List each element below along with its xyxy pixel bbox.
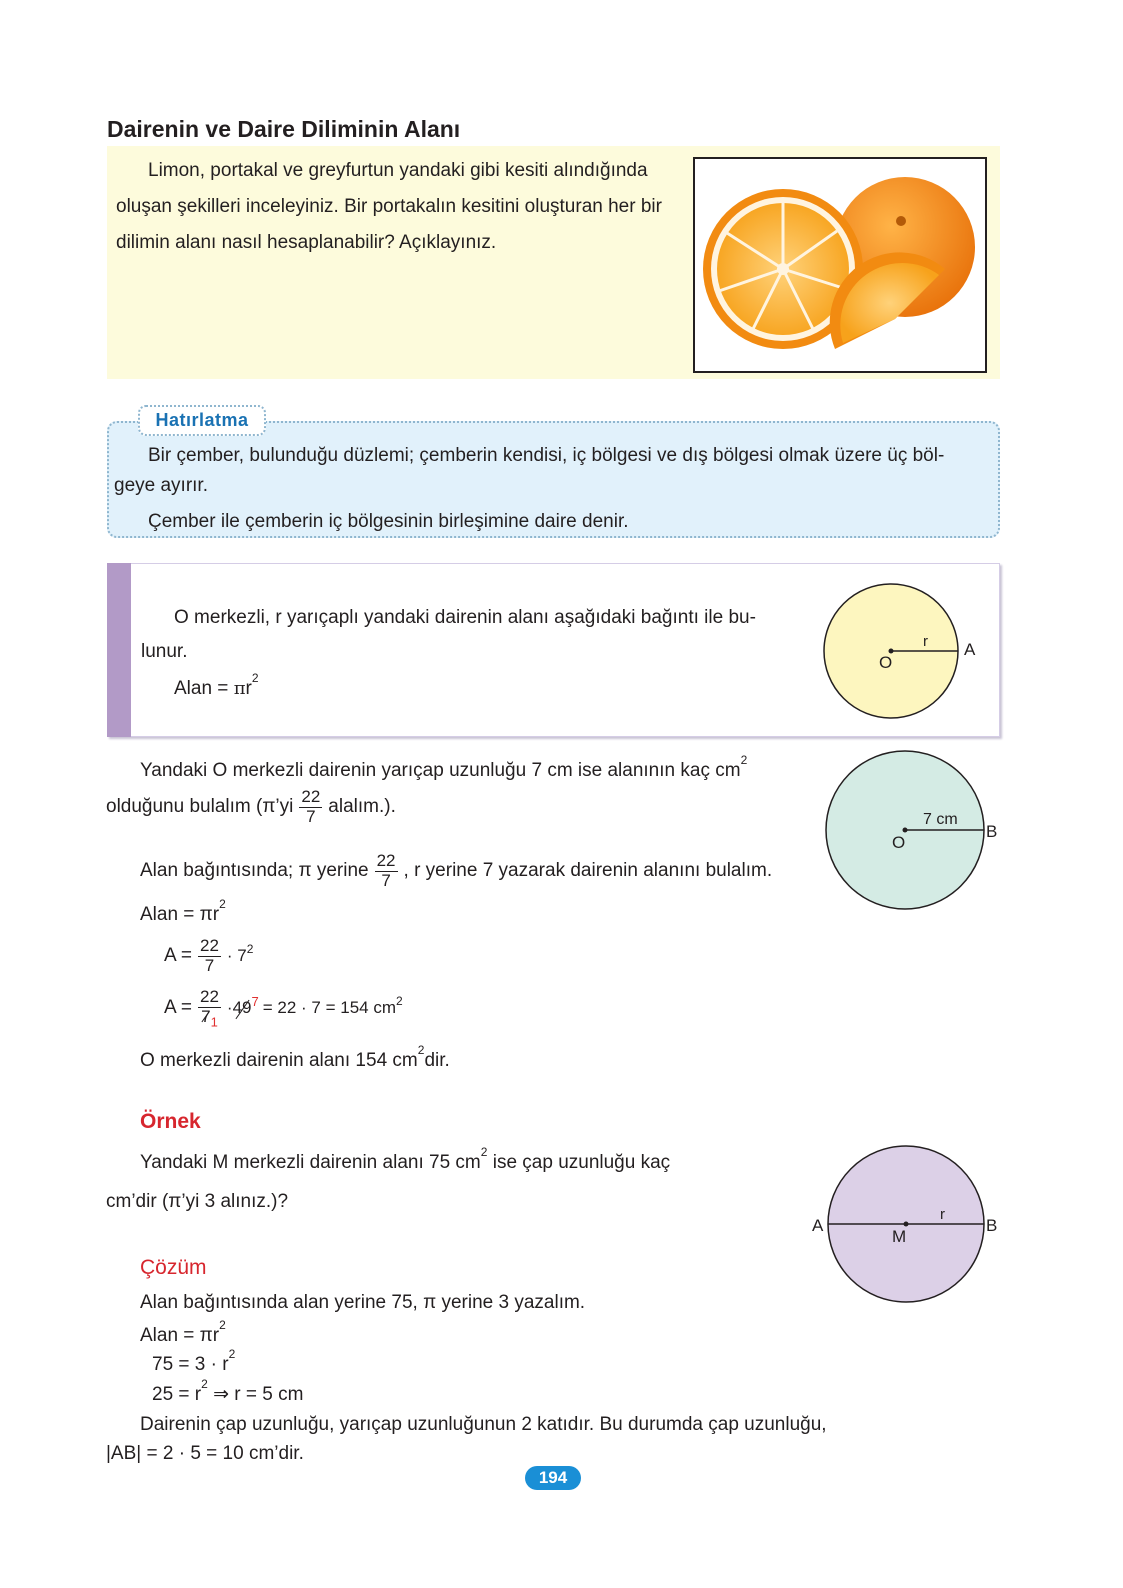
- circle-m-diagram: [808, 1143, 1008, 1308]
- fraction: $\frac{22}{7}$: [376, 851, 396, 890]
- left-point-label: A: [812, 1216, 824, 1235]
- example1-step-1: A = $\frac{22}{7}$ · 7 $^2$: [164, 936, 254, 975]
- page-title: Dairenin ve Daire Diliminin Alanı: [107, 116, 461, 142]
- area-formula: Alan = $\pi r^2$: [174, 671, 259, 699]
- center-label: O: [879, 653, 893, 672]
- example2-line-1: Yandaki M merkezli dairenin alanı 75 $cm^2$ ise çap uzunluğu kaç: [140, 1145, 671, 1173]
- fraction: $\frac{22}{7_1}$: [200, 987, 219, 1030]
- solution-line-5: Dairenin çap uzunluğu, yarıçap uzunluğunun 2 katıdır. Bu durumda çap uzunluğu,: [140, 1414, 827, 1435]
- info-line-1: O merkezli, r yarıçaplı yandaki dairenin alanı aşağıdaki bağıntı ile bu-: [174, 607, 756, 628]
- intro-line-1: Limon, portakal ve greyfurtun yandaki gibi kesiti alındığında: [148, 160, 648, 181]
- orange-photo: [693, 157, 987, 373]
- solution-line-4: $25 = r^2$ ⇒ r = 5 cm: [152, 1377, 304, 1405]
- solution-title: Çözüm: [140, 1256, 207, 1279]
- circle-o-diagram: [815, 575, 995, 725]
- example1-formula: Alan = $\pi r^2$: [140, 897, 226, 925]
- center-point: [903, 828, 908, 833]
- example1-line-2: olduğunu bulalım (π’yi $\frac{22}{7}$ alalım.).: [106, 787, 396, 826]
- fraction: $\frac{22}{7}$: [301, 787, 321, 826]
- intro-line-3: dilimin alanı nasıl hesaplanabilir? Açıklayınız.: [116, 232, 497, 253]
- center-label: O: [892, 833, 906, 852]
- radius-label: 7 cm: [923, 811, 958, 828]
- reminder-title: Hatırlatma: [138, 405, 266, 436]
- page-number: 194: [525, 1466, 581, 1490]
- reminder-line-2: geye ayırır.: [114, 475, 208, 496]
- example2-line-2: cm’dir (π’yi 3 alınız.)?: [106, 1191, 289, 1212]
- solution-line-2: Alan = $\pi r^2$: [140, 1318, 226, 1346]
- orange-illustration: [695, 159, 985, 371]
- reminder-line-3: Çember ile çemberin iç bölgesinin birleşimine daire denir.: [148, 511, 629, 532]
- example1-step-2: A = $\frac{22}{7_1}$ · 49 $^7$ = 22 · 7 = 154 cm $^2$: [164, 987, 403, 1030]
- fraction: $\frac{22}{7}$: [200, 936, 219, 975]
- center-point: [904, 1222, 909, 1227]
- solution-line-6: |AB| = 2 · 5 = 10 cm’dir.: [106, 1443, 304, 1464]
- example1-line-3: Alan bağıntısında; π yerine $\frac{22}{7}$ , r yerine 7 yazarak dairenin alanını bulalım.: [140, 851, 773, 890]
- right-point-label: B: [986, 1216, 998, 1235]
- center-label: M: [892, 1227, 907, 1246]
- point-label: B: [986, 822, 998, 841]
- circle-o-7cm-diagram: [815, 750, 1005, 920]
- point-label: A: [964, 640, 976, 659]
- solution-line-1: Alan bağıntısında alan yerine 75, π yerine 3 yazalım.: [140, 1292, 586, 1313]
- radius-label: r: [940, 1206, 945, 1223]
- radius-label: r: [923, 633, 928, 650]
- example1-line-1: Yandaki O merkezli dairenin yarıçap uzunluğu 7 cm ise alanının kaç $cm^2$: [140, 753, 748, 781]
- reminder-line-1: Bir çember, bulunduğu düzlemi; çemberin kendisi, iç bölgesi ve dış bölgesi olmak üzere üç böl-: [148, 445, 945, 466]
- example1-result: O merkezli dairenin alanı 154 $cm^2dir$.: [140, 1043, 450, 1071]
- example-title: Örnek: [140, 1110, 201, 1133]
- info-bar: [107, 563, 131, 737]
- solution-line-3: $75 = 3 \cdot r^2$: [152, 1347, 236, 1375]
- info-line-2: lunur.: [141, 641, 188, 662]
- intro-line-2: oluşan şekilleri inceleyiniz. Bir portakalın kesitini oluşturan her bir: [116, 196, 662, 217]
